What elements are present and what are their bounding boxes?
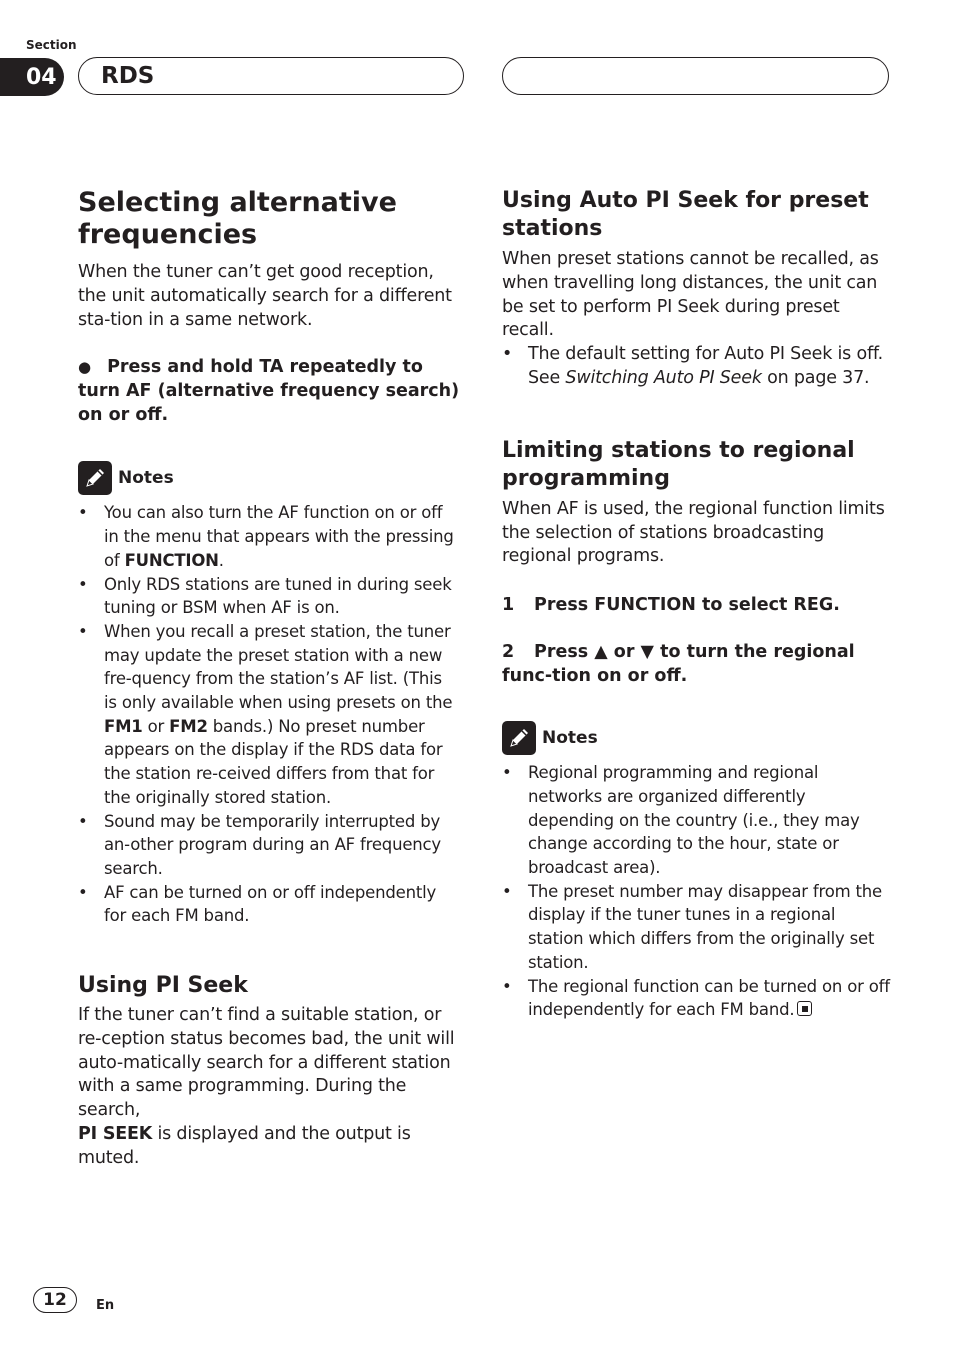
step-text: Press FUNCTION to select REG. (534, 595, 840, 616)
list-item (502, 761, 890, 880)
language-code: En (96, 1298, 115, 1313)
note-text: Only RDS stations are tuned in during seek tuning or BSM when AF is on. (104, 574, 452, 618)
note-bold-text: FM2 (169, 716, 208, 736)
heading-line: stations (502, 216, 603, 241)
af-step-text: Press and hold TA repeatedly to turn AF (alternative frequency search) on or off. (78, 357, 460, 426)
note-text: Regional programming and regional networks are organized differently depending on the country (i.e., they may change according to the hour, state or broadcast area). (528, 763, 860, 877)
list-item (502, 343, 890, 391)
note-bold-text: FUNCTION (124, 550, 219, 570)
bullet-icon: • (78, 574, 88, 594)
note-text: on page 37. (767, 367, 870, 388)
af-step (78, 355, 468, 427)
bullet-icon: • (502, 976, 512, 996)
note-text: The default setting for Auto PI Seek is off. See (528, 344, 883, 388)
empty-header-pill (502, 57, 889, 95)
right-notes-list (502, 761, 890, 1022)
heading-line: frequencies (78, 219, 258, 250)
list-item (78, 501, 456, 572)
heading-using-pi-seek: Using PI Seek (78, 973, 248, 999)
step-number: 1 (502, 595, 515, 616)
left-notes-list (78, 501, 456, 928)
pencil-note-icon (78, 461, 112, 495)
step-1 (502, 593, 890, 617)
intro-paragraph: When the tuner can’t get good reception, the unit automatically search for a different sta-tion in a same network. (78, 262, 452, 330)
list-item (78, 620, 456, 810)
cross-reference-link[interactable]: Switching Auto PI Seek (565, 367, 762, 388)
note-text: . (218, 550, 224, 570)
note-bold-text: FM1 (104, 716, 143, 736)
auto-pi-seek-list (502, 343, 890, 391)
heading-limiting-regional (502, 437, 890, 493)
notes-label: Notes (542, 728, 598, 749)
notes-header (78, 461, 468, 495)
notes-label: Notes (118, 468, 174, 489)
list-item (78, 573, 456, 620)
bullet-icon: • (78, 503, 88, 523)
note-text: or (147, 716, 165, 736)
note-text: The preset number may disappear from the display if the tuner tunes in a regional station which differs from the originally set station. (528, 881, 883, 972)
pi-seek-text: is displayed and the output is muted. (78, 1124, 411, 1168)
step-bullet-icon: ● (78, 358, 92, 377)
page-number: 12 (33, 1287, 77, 1313)
bullet-icon: • (78, 882, 88, 902)
bullet-icon: • (78, 621, 88, 641)
pencil-note-icon (502, 721, 536, 755)
heading-line: Using Auto PI Seek for preset (502, 188, 869, 213)
note-text: bands.) No preset number appears on the display if the RDS data for the station re-ceived differs from that for the originally stored station. (104, 716, 443, 807)
step-2 (502, 640, 882, 688)
bullet-icon: • (502, 881, 512, 901)
left-column (78, 187, 468, 1171)
pi-seek-text: If the tuner can’t find a suitable station, or re-ception status becomes bad, the unit will auto-matically search for a different station with a same programming. During the search, (78, 1005, 455, 1121)
section-label: Section (26, 38, 77, 52)
heading-line: Selecting alternative (78, 187, 397, 218)
pi-seek-paragraph (78, 1004, 466, 1171)
right-column (502, 187, 890, 1022)
list-item (78, 881, 456, 928)
list-item (502, 975, 890, 1022)
notes-header (502, 721, 890, 755)
step-text: Press ▲ or ▼ to turn the regional func-tion on or off. (502, 642, 855, 687)
heading-auto-pi-seek (502, 187, 890, 243)
heading-selecting-alternative-frequencies (78, 187, 468, 251)
note-text: The regional function can be turned on or off independently for each FM band. (528, 976, 890, 1020)
note-text: AF can be turned on or off independently for each FM band. (104, 882, 437, 926)
bullet-icon: • (78, 811, 88, 831)
section-number-badge: 04 (0, 58, 64, 96)
heading-line: programming (502, 465, 670, 491)
bullet-icon: • (502, 763, 512, 783)
heading-line: Limiting stations to regional (502, 437, 855, 463)
note-text: Sound may be temporarily interrupted by an-other program during an AF frequency search. (104, 811, 441, 878)
section-title-pill (78, 57, 464, 95)
regional-paragraph: When AF is used, the regional function limits the selection of stations broadcasting regional programs. (502, 498, 885, 567)
list-item (502, 880, 890, 975)
step-number: 2 (502, 642, 515, 663)
bullet-icon: • (502, 344, 513, 365)
note-text: When you recall a preset station, the tuner may update the preset station with a new fre-quency from the station’s AF list. (This is only available when using presets on the (104, 621, 453, 713)
end-of-section-icon (797, 1001, 812, 1016)
pi-seek-bold: PI SEEK (78, 1124, 153, 1145)
auto-pi-seek-paragraph: When preset stations cannot be recalled, as when travelling long distances, the unit can be set to perform PI Seek during preset recall. (502, 249, 879, 341)
section-title: RDS (101, 63, 155, 89)
note-text: You can also turn the AF function on or off in the menu that appears with the pressing of (104, 503, 454, 570)
list-item (78, 810, 456, 881)
